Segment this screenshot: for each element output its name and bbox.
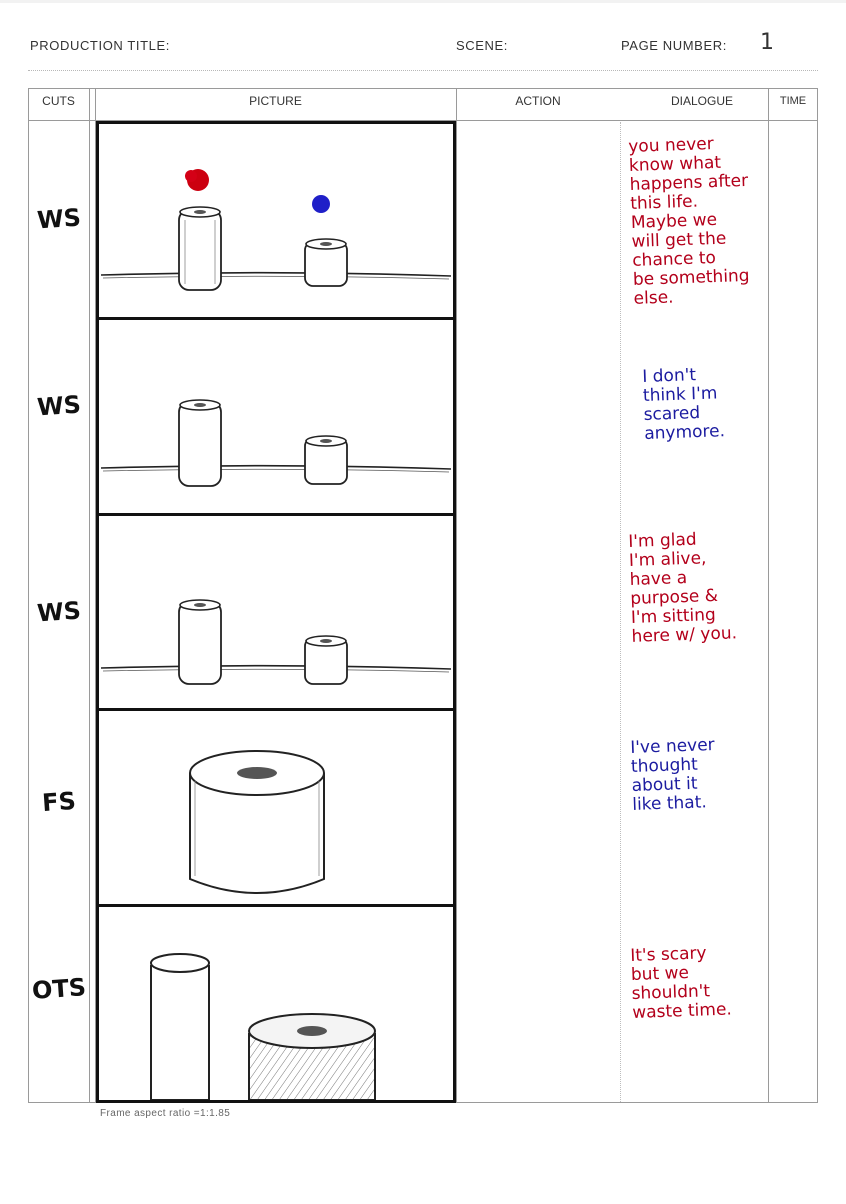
panel-2-sketch (99, 320, 453, 513)
column-header-picture: PICTURE (249, 94, 302, 108)
tall-roll-drawing (179, 402, 221, 486)
column-header-cuts: CUTS (42, 94, 75, 108)
action-column-border (456, 88, 457, 1103)
tall-roll-drawing (179, 602, 221, 684)
aspect-ratio-note: Frame aspect ratio =1:1.85 (100, 1108, 231, 1119)
tall-roll-drawing (179, 207, 221, 290)
page-number-label: PAGE NUMBER: (621, 38, 727, 53)
panel-1-sketch (99, 124, 453, 317)
panel-4-sketch (99, 711, 453, 904)
panel-3-sketch (99, 516, 453, 708)
background-shaded-roll-drawing (249, 1014, 375, 1100)
dialogue-text: I don't think I'm scared anymore. (641, 365, 726, 444)
column-header-dialogue: DIALOGUE (670, 94, 733, 108)
dialogue-text: I've never thought about it like that. (629, 735, 715, 815)
short-roll-drawing (305, 239, 347, 286)
time-column-border (768, 88, 769, 1103)
dialogue-text: I'm glad I'm alive, have a purpose & I'm sitting here w/ you. (627, 529, 738, 647)
cut-label: FS (41, 786, 77, 818)
top-border (0, 0, 846, 3)
blue-dot-marker (312, 195, 330, 213)
scene-label: SCENE: (456, 38, 509, 53)
panel-5-sketch (99, 907, 453, 1100)
production-title-label: PRODUCTION TITLE: (30, 38, 170, 53)
large-roll-drawing (190, 751, 324, 893)
cuts-column-border (89, 88, 90, 1103)
foreground-tall-roll-drawing (151, 954, 209, 1100)
dialogue-text: you never know what happens after this life. Maybe we will get the chance to be something else. (627, 134, 750, 309)
cut-label: WS (36, 596, 82, 628)
cut-label: WS (36, 390, 82, 422)
dialogue-column-divider (620, 122, 621, 1102)
header-divider (28, 70, 818, 71)
column-header-time: TIME (779, 95, 807, 107)
cut-label: OTS (31, 973, 87, 1005)
dialogue-text: It's scary but we shouldn't waste time. (629, 943, 733, 1023)
column-header-action: ACTION (515, 94, 561, 108)
cut-label: WS (36, 203, 82, 235)
page-number-value: 1 (760, 30, 775, 55)
